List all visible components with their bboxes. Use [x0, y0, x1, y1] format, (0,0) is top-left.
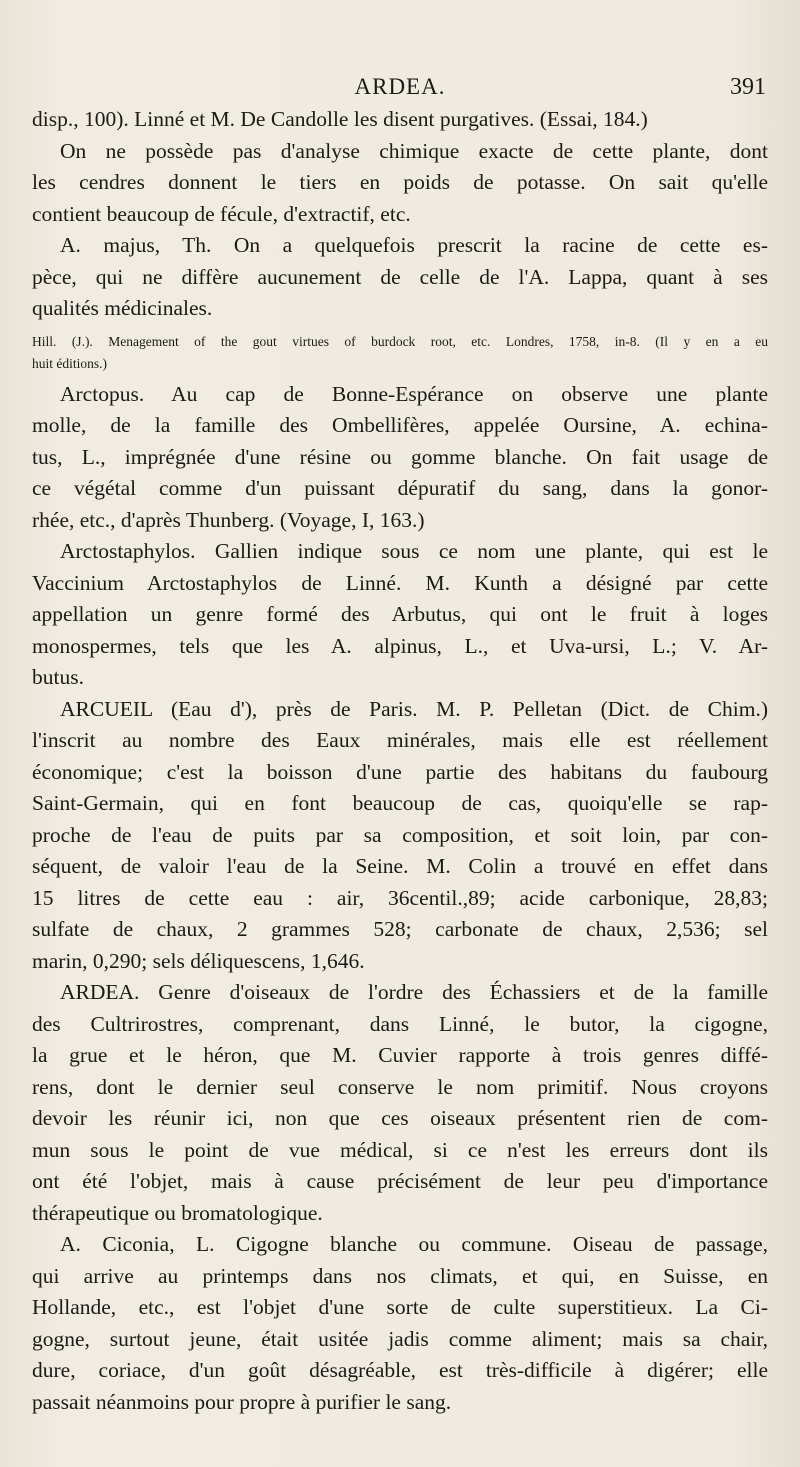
text-line: pèce, qui ne diffère aucunement de celle de l'A. Lappa, quant à ses — [32, 264, 768, 289]
page-number: 391 — [730, 74, 766, 100]
paragraph — [32, 694, 768, 978]
text-line: proche de l'eau de puits par sa composition, et soit loin, par con- — [32, 822, 768, 847]
bibliography-note — [32, 331, 768, 375]
text-line: monospermes, tels que les A. alpinus, L., et Uva-ursi, L.; V. Ar- — [32, 633, 768, 658]
text-line: molle, de la famille des Ombellifères, appelée Oursine, A. echina- — [32, 413, 768, 437]
text-line: l'inscrit au nombre des Eaux minérales, mais elle est réellement — [32, 728, 768, 752]
paragraph — [32, 379, 768, 537]
paragraph — [32, 977, 768, 1229]
text-line: passait néanmoins pour propre à purifier le sang. — [32, 1389, 452, 1414]
text-line: sulfate de chaux, 2 grammes 528; carbonate de chaux, 2,536; sel — [32, 917, 768, 941]
text-line: thérapeutique ou bromatologique. — [32, 1200, 323, 1225]
text-line: huit éditions.) — [32, 355, 107, 371]
text-line: Saint-Germain, qui en font beaucoup de cas, quoiqu'elle se rap- — [32, 791, 768, 815]
paragraph — [32, 536, 768, 694]
text-line: Hollande, etc., est l'objet d'une sorte de culte superstitieux. La Ci- — [32, 1295, 768, 1319]
text-line: Vaccinium Arctostaphylos de Linné. M. Kunth a désigné par cette — [32, 570, 768, 595]
text-line: qualités médicinales. — [32, 296, 213, 320]
text-line: A. majus, Th. On a quelquefois prescrit la racine de cette es- — [60, 233, 768, 257]
text-line: séquent, de valoir l'eau de la Seine. M. Colin a trouvé en effet dans — [32, 854, 768, 878]
text-line: On ne possède pas d'analyse chimique exacte de cette plante, dont — [60, 138, 768, 163]
text-line: des Cultrirostres, comprenant, dans Linné, le butor, la cigogne, — [32, 1011, 768, 1036]
text-line: la grue et le héron, que M. Cuvier rapporte à trois genres diffé- — [32, 1043, 768, 1067]
text-line: butus. — [32, 665, 84, 689]
running-title: ARDEA. — [354, 74, 446, 99]
text-line: A. Ciconia, L. Cigogne blanche ou commune. Oiseau de passage, — [60, 1232, 768, 1256]
text-line: ont été l'objet, mais à cause précisément de leur peu d'importance — [32, 1169, 768, 1193]
paragraph — [32, 136, 768, 231]
text-line: mun sous le point de vue médical, si ce n'est les erreurs dont ils — [32, 1137, 768, 1162]
paragraph — [32, 1229, 768, 1418]
text-line: Hill. (J.). Menagement of the gout virtues of burdock root, etc. Londres, 1758, in-8. (Il y en a eu — [32, 333, 768, 349]
text-line: tus, L., imprégnée d'une résine ou gomme blanche. On fait usage de — [32, 444, 768, 469]
text-line: Arctopus. Au cap de Bonne-Espérance on observe une plante — [60, 381, 768, 406]
text-line: devoir les réunir ici, non que ces oiseaux présentent rien de com- — [32, 1106, 768, 1130]
text-line: Arctostaphylos. Gallien indique sous ce nom une plante, qui est le — [60, 539, 768, 563]
text-line: rhée, etc., d'après Thunberg. (Voyage, I, 163.) — [32, 507, 425, 532]
text-line: qui arrive au printemps dans nos climats, et qui, en Suisse, en — [32, 1263, 768, 1288]
text-line: gogne, surtout jeune, était usitée jadis comme aliment; mais sa chair, — [32, 1326, 768, 1351]
text-line: ce végétal comme d'un puissant dépuratif du sang, dans la gonor- — [32, 476, 768, 500]
paragraph — [32, 104, 768, 136]
text-line: marin, 0,290; sels déliquescens, 1,646. — [32, 948, 365, 973]
text-line: contient beaucoup de fécule, d'extractif, etc. — [32, 201, 411, 226]
text-line: rens, dont le dernier seul conserve le nom primitif. Nous croyons — [32, 1074, 768, 1099]
text-line: les cendres donnent le tiers en poids de potasse. On sait qu'elle — [32, 170, 768, 194]
text-line: ARDEA. Genre d'oiseaux de l'ordre des Échassiers et de la famille — [60, 980, 768, 1004]
body-text — [32, 104, 768, 1418]
text-line: économique; c'est la boisson d'une partie des habitans du faubourg — [32, 759, 768, 784]
text-line: dure, coriace, d'un goût désagréable, est très-difficile à digérer; elle — [32, 1358, 768, 1382]
text-line: ARCUEIL (Eau d'), près de Paris. M. P. Pelletan (Dict. de Chim.) — [60, 696, 768, 721]
page-header — [0, 72, 800, 106]
paragraph — [32, 230, 768, 325]
text-line: 15 litres de cette eau : air, 36centil.,89; acide carbonique, 28,83; — [32, 885, 768, 910]
text-line: appellation un genre formé des Arbutus, qui ont le fruit à loges — [32, 602, 768, 626]
text-line: disp., 100). Linné et M. De Candolle les disent purgatives. (Essai, 184.) — [32, 107, 648, 131]
